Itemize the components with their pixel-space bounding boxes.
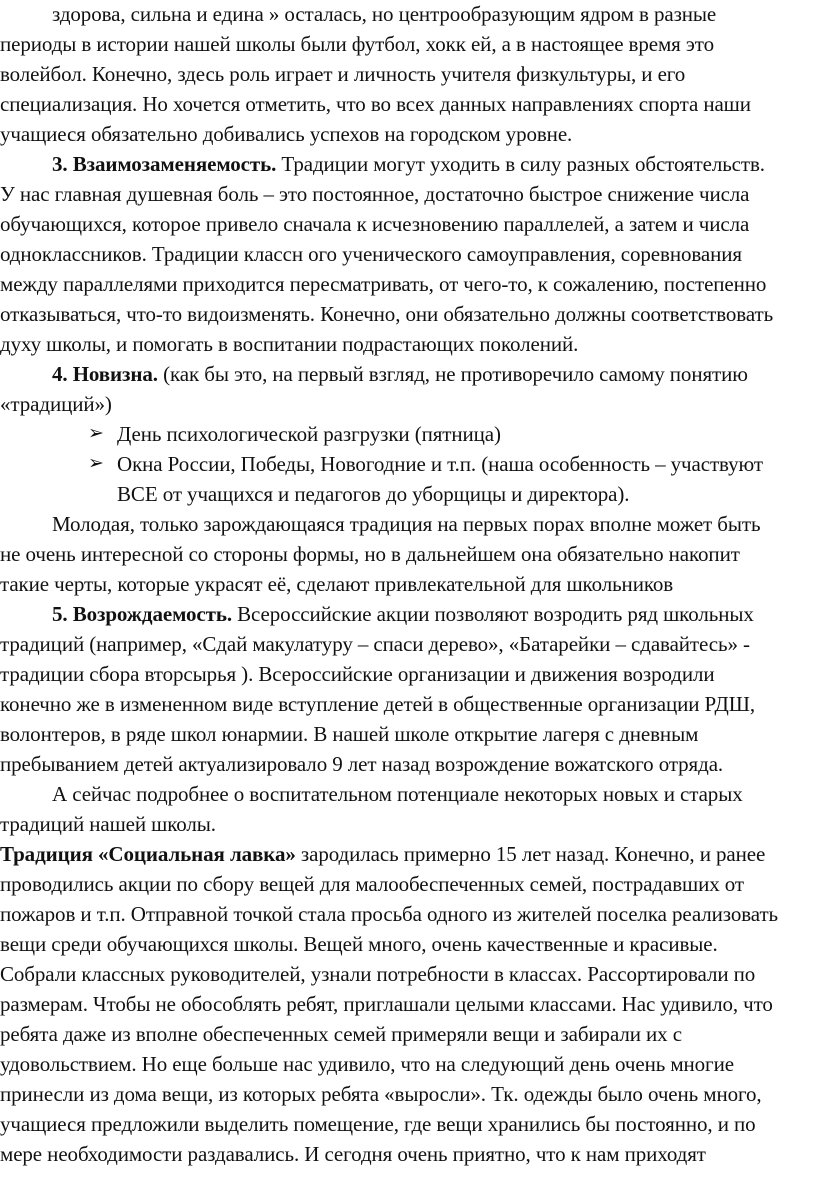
section-heading-5: 5. Возрождаемость. bbox=[52, 602, 232, 626]
text-line: специализация. Но хочется отметить, что во всех данных направлениях спорта наши bbox=[0, 92, 751, 116]
text-line: проводились акции по сбору вещей для малообеспеченных семей, пострадавших от bbox=[0, 872, 744, 896]
text-line: учащиеся предложили выделить помещение, где вещи хранились бы постоянно, и по bbox=[0, 1112, 756, 1136]
social-shop-line bbox=[0, 840, 765, 868]
text-line: традиции сбора вторсырья ). Всероссийские организации и движения возродили bbox=[0, 662, 715, 686]
section-heading-3: 3. Взаимозаменяемость. bbox=[52, 152, 277, 176]
text-line: не очень интересной со стороны формы, но в дальнейшем она обязательно накопит bbox=[0, 542, 740, 566]
list-item: День психологической разгрузки (пятница) bbox=[117, 422, 501, 446]
text-run: Традиции могут уходить в силу разных обстоятельств. bbox=[276, 152, 765, 176]
text-line: такие черты, которые украсят её, сделают привлекательной для школьников bbox=[0, 572, 674, 596]
text-line: отказываться, что-то видоизменять. Конечно, они обязательно должны соответствовать bbox=[0, 302, 774, 326]
text-run: (как бы это, на первый взгляд, не противоречило самому понятию bbox=[157, 362, 748, 386]
text-line: духу школы, и помогать в воспитании подрастающих поколений. bbox=[0, 332, 579, 356]
text-line: волейбол. Конечно, здесь роль играет и личность учителя физкультуры, и его bbox=[0, 62, 686, 86]
paragraph-5-line bbox=[52, 600, 754, 628]
text-run: зародилась примерно 15 лет назад. Конечно, и ранее bbox=[295, 842, 766, 866]
text-line: одноклассников. Традиции классн ого ученического самоуправления, соревнования bbox=[0, 242, 742, 266]
text-line: Молодая, только зарождающаяся традиция на первых порах вполне может быть bbox=[52, 512, 761, 536]
text-line: Собрали классных руководителей, узнали потребности в классах. Рассортировали по bbox=[0, 962, 756, 986]
section-heading-social-shop: Традиция «Социальная лавка» bbox=[0, 842, 296, 866]
text-line: вещи среди обучающихся школы. Вещей много, очень качественные и красивые. bbox=[0, 932, 718, 956]
text-line: традиций (например, «Сдай макулатуру – спаси дерево», «Батарейки – сдавайтесь» - bbox=[0, 632, 750, 656]
list-item: Окна России, Победы, Новогодние и т.п. (наша особенность – участвуют bbox=[117, 452, 763, 476]
paragraph-4-line bbox=[52, 360, 748, 388]
text-line: традиций нашей школы. bbox=[0, 812, 216, 836]
text-line: конечно же в измененном виде вступление детей в общественные организации РДШ, bbox=[0, 692, 755, 716]
text-line: удовольствием. Но еще больше нас удивило, что на следующий день очень многие bbox=[0, 1052, 734, 1076]
text-line: учащиеся обязательно добивались успехов на городском уровне. bbox=[0, 122, 573, 146]
text-line: между параллелями приходится пересматривать, от чего-то, к сожалению, постепенно bbox=[0, 272, 767, 296]
text-run: Всероссийские акции позволяют возродить ряд школьных bbox=[232, 602, 754, 626]
arrow-bullet-icon: ➢ bbox=[88, 423, 104, 444]
paragraph-3-line bbox=[52, 150, 765, 178]
text-line: принесли из дома вещи, из которых ребята «выросли». Тк. одежды было очень много, bbox=[0, 1082, 762, 1106]
list-item-continuation: ВСЕ от учащихся и педагогов до уборщицы и директора). bbox=[117, 482, 630, 506]
text-line: А сейчас подробнее о воспитательном потенциале некоторых новых и старых bbox=[52, 782, 743, 806]
text-line: пребыванием детей актуализировало 9 лет назад возрождение вожатского отряда. bbox=[0, 752, 724, 776]
text-line: мере необходимости раздавались. И сегодня очень приятно, что к нам приходят bbox=[0, 1142, 706, 1166]
text-line: здорова, сильна и едина » осталась, но центрообразующим ядром в разные bbox=[52, 2, 717, 26]
section-heading-4: 4. Новизна. bbox=[52, 362, 158, 386]
text-line: волонтеров, в ряде школ юнармии. В нашей школе открытие лагеря с дневным bbox=[0, 722, 699, 746]
text-line: ребята даже из вполне обеспеченных семей примеряли вещи и забирали их с bbox=[0, 1022, 682, 1046]
text-line: обучающихся, которое привело сначала к исчезновению параллелей, а затем и числа bbox=[0, 212, 750, 236]
text-line: размерам. Чтобы не обособлять ребят, приглашали целыми классами. Нас удивило, что bbox=[0, 992, 773, 1016]
text-line: «традиций») bbox=[0, 392, 112, 416]
text-line: пожаров и т.п. Отправной точкой стала просьба одного из жителей поселка реализовать bbox=[0, 902, 779, 926]
text-line: периоды в истории нашей школы были футбол, хокк ей, а в настоящее время это bbox=[0, 32, 715, 56]
arrow-bullet-icon: ➢ bbox=[88, 453, 104, 474]
text-line: У нас главная душевная боль – это постоянное, достаточно быстрое снижение числа bbox=[0, 182, 750, 206]
